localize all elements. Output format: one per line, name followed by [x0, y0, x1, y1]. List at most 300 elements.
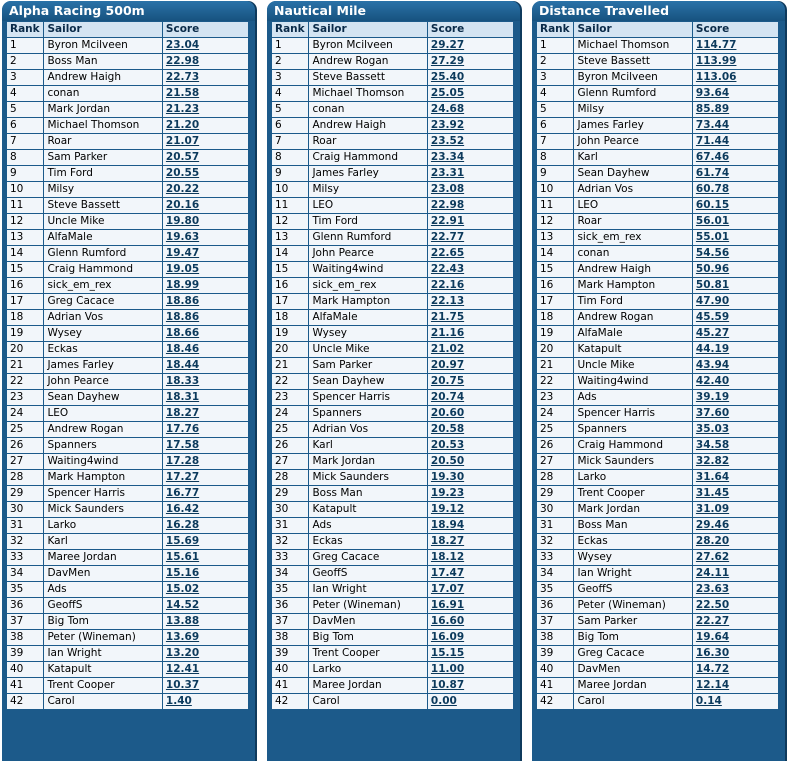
sailor-cell: Andrew Haigh — [309, 118, 426, 133]
table-row — [7, 518, 248, 533]
table-row — [272, 518, 513, 533]
rank-cell: 31 — [537, 518, 573, 533]
table-row — [7, 86, 248, 101]
table-row — [7, 214, 248, 229]
score-link[interactable]: 20.16 — [163, 198, 248, 213]
rank-cell: 13 — [272, 230, 308, 245]
score-link[interactable]: 23.08 — [428, 182, 513, 197]
table-row — [272, 294, 513, 309]
rank-cell: 3 — [7, 70, 43, 85]
score-link[interactable]: 60.78 — [693, 182, 778, 197]
rank-cell: 20 — [7, 342, 43, 357]
score-link[interactable]: 20.60 — [428, 406, 513, 421]
table-row — [272, 694, 513, 709]
table-row — [7, 118, 248, 133]
score-link[interactable]: 16.77 — [163, 486, 248, 501]
score-link[interactable]: 50.96 — [693, 262, 778, 277]
rank-cell: 21 — [537, 358, 573, 373]
rank-cell: 27 — [7, 454, 43, 469]
sailor-cell: Byron Mcilveen — [309, 38, 426, 53]
rank-header: Rank — [537, 22, 573, 37]
rank-cell: 30 — [7, 502, 43, 517]
rank-cell: 13 — [537, 230, 573, 245]
rank-cell: 14 — [537, 246, 573, 261]
table-row — [537, 246, 778, 261]
sailor-cell: Mark Hampton — [44, 470, 161, 485]
sailor-cell: Waiting4wind — [309, 262, 426, 277]
table-row — [7, 230, 248, 245]
table-row — [272, 454, 513, 469]
rank-cell: 21 — [7, 358, 43, 373]
table-row — [7, 694, 248, 709]
leaderboard-table — [6, 21, 249, 710]
sailor-cell: Glenn Rumford — [44, 246, 161, 261]
score-link[interactable]: 19.47 — [163, 246, 248, 261]
score-link[interactable]: 15.69 — [163, 534, 248, 549]
score-link[interactable]: 21.16 — [428, 326, 513, 341]
sailor-cell: LEO — [574, 198, 691, 213]
rank-cell: 20 — [272, 342, 308, 357]
sailor-header: Sailor — [309, 22, 426, 37]
sailor-cell: Mark Jordan — [309, 454, 426, 469]
score-link[interactable]: 23.63 — [693, 582, 778, 597]
sailor-cell: Maree Jordan — [574, 678, 691, 693]
score-link[interactable]: 17.76 — [163, 422, 248, 437]
score-link[interactable]: 12.14 — [693, 678, 778, 693]
score-link[interactable]: 22.16 — [428, 278, 513, 293]
table-row — [537, 390, 778, 405]
sailor-cell: Larko — [44, 518, 161, 533]
score-link[interactable]: 18.44 — [163, 358, 248, 373]
sailor-cell: Mick Saunders — [574, 454, 691, 469]
rank-cell: 19 — [272, 326, 308, 341]
score-link[interactable]: 18.27 — [163, 406, 248, 421]
score-link[interactable]: 18.33 — [163, 374, 248, 389]
score-link[interactable]: 31.45 — [693, 486, 778, 501]
rank-cell: 7 — [272, 134, 308, 149]
score-link[interactable]: 20.55 — [163, 166, 248, 181]
sailor-cell: AlfaMale — [574, 326, 691, 341]
score-link[interactable]: 20.97 — [428, 358, 513, 373]
table-row — [537, 518, 778, 533]
sailor-cell: Ads — [309, 518, 426, 533]
score-link[interactable]: 19.64 — [693, 630, 778, 645]
score-link[interactable]: 23.92 — [428, 118, 513, 133]
sailor-cell: Boss Man — [44, 54, 161, 69]
sailor-cell: Tim Ford — [574, 294, 691, 309]
rank-cell: 38 — [7, 630, 43, 645]
table-row — [272, 598, 513, 613]
score-link[interactable]: 20.57 — [163, 150, 248, 165]
score-link[interactable]: 22.50 — [693, 598, 778, 613]
sailor-cell: Tim Ford — [309, 214, 426, 229]
table-row — [7, 582, 248, 597]
rank-cell: 40 — [272, 662, 308, 677]
rank-cell: 16 — [272, 278, 308, 293]
table-row — [537, 566, 778, 581]
score-link[interactable]: 18.66 — [163, 326, 248, 341]
score-link[interactable]: 32.82 — [693, 454, 778, 469]
score-link[interactable]: 23.52 — [428, 134, 513, 149]
score-link[interactable]: 56.01 — [693, 214, 778, 229]
rank-cell: 20 — [537, 342, 573, 357]
rank-cell: 3 — [537, 70, 573, 85]
score-link[interactable]: 85.89 — [693, 102, 778, 117]
score-link[interactable]: 0.14 — [693, 694, 778, 709]
table-row — [537, 646, 778, 661]
score-link[interactable]: 20.50 — [428, 454, 513, 469]
sailor-cell: Sean Dayhew — [574, 166, 691, 181]
table-row — [537, 342, 778, 357]
score-link[interactable]: 18.27 — [428, 534, 513, 549]
sailor-cell: Trent Cooper — [44, 678, 161, 693]
score-link[interactable]: 18.86 — [163, 294, 248, 309]
rank-cell: 32 — [7, 534, 43, 549]
score-link[interactable]: 1.40 — [163, 694, 248, 709]
sailor-cell: Andrew Rogan — [44, 422, 161, 437]
sailor-cell: Ads — [574, 390, 691, 405]
leaderboard-table — [271, 21, 514, 710]
sailor-cell: Spanners — [44, 438, 161, 453]
table-row — [7, 534, 248, 549]
score-link[interactable]: 19.05 — [163, 262, 248, 277]
sailor-cell: Spanners — [574, 422, 691, 437]
sailor-cell: Eckas — [309, 534, 426, 549]
table-row — [537, 70, 778, 85]
table-row — [537, 278, 778, 293]
sailor-cell: Steve Bassett — [574, 54, 691, 69]
rank-cell: 12 — [7, 214, 43, 229]
score-link[interactable]: 31.09 — [693, 502, 778, 517]
score-link[interactable]: 39.19 — [693, 390, 778, 405]
panel-title: Distance Travelled — [532, 1, 785, 21]
table-row — [537, 294, 778, 309]
score-link[interactable]: 55.01 — [693, 230, 778, 245]
score-link[interactable]: 16.28 — [163, 518, 248, 533]
score-link[interactable]: 47.90 — [693, 294, 778, 309]
table-row — [272, 118, 513, 133]
score-link[interactable]: 15.16 — [163, 566, 248, 581]
score-link[interactable]: 60.15 — [693, 198, 778, 213]
score-link[interactable]: 21.07 — [163, 134, 248, 149]
rank-cell: 5 — [7, 102, 43, 117]
rank-cell: 22 — [7, 374, 43, 389]
score-link[interactable]: 12.41 — [163, 662, 248, 677]
score-link[interactable]: 25.40 — [428, 70, 513, 85]
rank-cell: 42 — [272, 694, 308, 709]
rank-cell: 10 — [7, 182, 43, 197]
score-link[interactable]: 11.00 — [428, 662, 513, 677]
rank-cell: 7 — [7, 134, 43, 149]
table-row — [7, 358, 248, 373]
score-link[interactable]: 13.88 — [163, 614, 248, 629]
sailor-cell: Waiting4wind — [44, 454, 161, 469]
table-row — [7, 294, 248, 309]
score-link[interactable]: 15.02 — [163, 582, 248, 597]
score-link[interactable]: 19.63 — [163, 230, 248, 245]
sailor-cell: Andrew Rogan — [574, 310, 691, 325]
score-link[interactable]: 17.07 — [428, 582, 513, 597]
sailor-cell: Mick Saunders — [309, 470, 426, 485]
score-link[interactable]: 16.09 — [428, 630, 513, 645]
sailor-cell: sick_em_rex — [309, 278, 426, 293]
score-link[interactable]: 27.29 — [428, 54, 513, 69]
rank-cell: 24 — [537, 406, 573, 421]
table-row — [537, 598, 778, 613]
sailor-cell: Big Tom — [44, 614, 161, 629]
score-link[interactable]: 29.27 — [428, 38, 513, 53]
rank-cell: 42 — [537, 694, 573, 709]
score-link[interactable]: 17.28 — [163, 454, 248, 469]
score-link[interactable]: 19.12 — [428, 502, 513, 517]
score-link[interactable]: 18.31 — [163, 390, 248, 405]
score-link[interactable]: 15.61 — [163, 550, 248, 565]
rank-cell: 21 — [272, 358, 308, 373]
score-link[interactable]: 17.47 — [428, 566, 513, 581]
table-row — [7, 646, 248, 661]
sailor-cell: LEO — [309, 198, 426, 213]
rank-cell: 33 — [272, 550, 308, 565]
score-link[interactable]: 18.94 — [428, 518, 513, 533]
score-link[interactable]: 13.69 — [163, 630, 248, 645]
rank-cell: 36 — [7, 598, 43, 613]
score-link[interactable]: 27.62 — [693, 550, 778, 565]
sailor-cell: Byron Mcilveen — [44, 38, 161, 53]
leaderboard-table — [536, 21, 779, 710]
sailor-cell: GeoffS — [44, 598, 161, 613]
score-link[interactable]: 22.65 — [428, 246, 513, 261]
score-link[interactable]: 28.20 — [693, 534, 778, 549]
table-row — [537, 182, 778, 197]
score-link[interactable]: 20.22 — [163, 182, 248, 197]
score-link[interactable]: 113.99 — [693, 54, 778, 69]
rank-cell: 10 — [537, 182, 573, 197]
rank-cell: 36 — [272, 598, 308, 613]
sailor-cell: Katapult — [574, 342, 691, 357]
header-row — [7, 22, 248, 37]
score-link[interactable]: 114.77 — [693, 38, 778, 53]
sailor-cell: Milsy — [574, 102, 691, 117]
score-link[interactable]: 22.98 — [428, 198, 513, 213]
score-link[interactable]: 19.30 — [428, 470, 513, 485]
table-row — [537, 454, 778, 469]
score-link[interactable]: 71.44 — [693, 134, 778, 149]
table-row — [7, 166, 248, 181]
rank-cell: 24 — [7, 406, 43, 421]
score-link[interactable]: 20.74 — [428, 390, 513, 405]
score-link[interactable]: 21.75 — [428, 310, 513, 325]
sailor-cell: Mark Hampton — [574, 278, 691, 293]
score-link[interactable]: 24.68 — [428, 102, 513, 117]
score-link[interactable]: 22.27 — [693, 614, 778, 629]
score-link[interactable]: 16.91 — [428, 598, 513, 613]
rank-cell: 37 — [537, 614, 573, 629]
table-row — [272, 326, 513, 341]
score-link[interactable]: 31.64 — [693, 470, 778, 485]
score-link[interactable]: 73.44 — [693, 118, 778, 133]
score-link[interactable]: 22.98 — [163, 54, 248, 69]
rank-cell: 35 — [272, 582, 308, 597]
sailor-cell: Spencer Harris — [574, 406, 691, 421]
table-row — [272, 198, 513, 213]
rank-cell: 12 — [272, 214, 308, 229]
score-link[interactable]: 22.77 — [428, 230, 513, 245]
sailor-cell: Glenn Rumford — [309, 230, 426, 245]
sailor-cell: Sean Dayhew — [309, 374, 426, 389]
sailor-cell: Boss Man — [574, 518, 691, 533]
score-link[interactable]: 22.73 — [163, 70, 248, 85]
score-link[interactable]: 18.46 — [163, 342, 248, 357]
table-row — [7, 182, 248, 197]
score-link[interactable]: 45.59 — [693, 310, 778, 325]
sailor-cell: Michael Thomson — [574, 38, 691, 53]
rank-cell: 18 — [272, 310, 308, 325]
score-link[interactable]: 17.58 — [163, 438, 248, 453]
rank-cell: 2 — [272, 54, 308, 69]
score-link[interactable]: 21.23 — [163, 102, 248, 117]
table-row — [537, 118, 778, 133]
score-link[interactable]: 43.94 — [693, 358, 778, 373]
score-link[interactable]: 54.56 — [693, 246, 778, 261]
table-row — [272, 614, 513, 629]
sailor-cell: Mark Jordan — [574, 502, 691, 517]
rank-header: Rank — [272, 22, 308, 37]
table-row — [537, 230, 778, 245]
score-link[interactable]: 45.27 — [693, 326, 778, 341]
rank-cell: 5 — [537, 102, 573, 117]
score-link[interactable]: 19.80 — [163, 214, 248, 229]
table-row — [537, 422, 778, 437]
score-link[interactable]: 20.53 — [428, 438, 513, 453]
score-link[interactable]: 24.11 — [693, 566, 778, 581]
sailor-cell: Katapult — [44, 662, 161, 677]
table-row — [7, 38, 248, 53]
score-link[interactable]: 18.12 — [428, 550, 513, 565]
score-link[interactable]: 20.75 — [428, 374, 513, 389]
score-link[interactable]: 10.87 — [428, 678, 513, 693]
score-link[interactable]: 13.20 — [163, 646, 248, 661]
score-link[interactable]: 23.31 — [428, 166, 513, 181]
sailor-cell: John Pearce — [309, 246, 426, 261]
rank-cell: 22 — [537, 374, 573, 389]
rank-cell: 2 — [537, 54, 573, 69]
rank-cell: 6 — [7, 118, 43, 133]
score-header: Score — [693, 22, 778, 37]
sailor-cell: Adrian Vos — [309, 422, 426, 437]
score-link[interactable]: 113.06 — [693, 70, 778, 85]
rank-cell: 15 — [272, 262, 308, 277]
table-row — [7, 422, 248, 437]
table-row — [7, 198, 248, 213]
score-link[interactable]: 42.40 — [693, 374, 778, 389]
score-link[interactable]: 10.37 — [163, 678, 248, 693]
score-link[interactable]: 67.46 — [693, 150, 778, 165]
score-link[interactable]: 22.43 — [428, 262, 513, 277]
table-row — [537, 406, 778, 421]
score-link[interactable]: 22.91 — [428, 214, 513, 229]
score-link[interactable]: 18.99 — [163, 278, 248, 293]
table-row — [272, 70, 513, 85]
score-link[interactable]: 37.60 — [693, 406, 778, 421]
table-row — [272, 358, 513, 373]
score-link[interactable]: 19.23 — [428, 486, 513, 501]
table-row — [272, 342, 513, 357]
sailor-cell: conan — [44, 86, 161, 101]
table-row — [272, 214, 513, 229]
rank-cell: 34 — [7, 566, 43, 581]
score-link[interactable]: 16.60 — [428, 614, 513, 629]
rank-cell: 39 — [272, 646, 308, 661]
leaderboard-panel-alpha-racing — [2, 1, 255, 761]
sailor-cell: John Pearce — [574, 134, 691, 149]
score-link[interactable]: 14.52 — [163, 598, 248, 613]
rank-cell: 25 — [7, 422, 43, 437]
table-row — [7, 486, 248, 501]
score-link[interactable]: 34.58 — [693, 438, 778, 453]
table-row — [7, 374, 248, 389]
score-link[interactable]: 93.64 — [693, 86, 778, 101]
score-link[interactable]: 50.81 — [693, 278, 778, 293]
score-link[interactable]: 0.00 — [428, 694, 513, 709]
score-link[interactable]: 23.34 — [428, 150, 513, 165]
table-row — [537, 694, 778, 709]
rank-cell: 38 — [272, 630, 308, 645]
rank-cell: 17 — [272, 294, 308, 309]
score-link[interactable]: 15.15 — [428, 646, 513, 661]
table-row — [537, 262, 778, 277]
rank-cell: 29 — [272, 486, 308, 501]
score-link[interactable]: 29.46 — [693, 518, 778, 533]
score-link[interactable]: 21.58 — [163, 86, 248, 101]
table-row — [7, 598, 248, 613]
rank-cell: 1 — [537, 38, 573, 53]
table-row — [272, 582, 513, 597]
table-row — [7, 454, 248, 469]
score-link[interactable]: 44.19 — [693, 342, 778, 357]
score-link[interactable]: 21.02 — [428, 342, 513, 357]
table-row — [537, 438, 778, 453]
score-link[interactable]: 23.04 — [163, 38, 248, 53]
sailor-cell: Adrian Vos — [44, 310, 161, 325]
score-link[interactable]: 16.30 — [693, 646, 778, 661]
score-link[interactable]: 35.03 — [693, 422, 778, 437]
score-link[interactable]: 14.72 — [693, 662, 778, 677]
score-link[interactable]: 20.58 — [428, 422, 513, 437]
sailor-cell: DavMen — [574, 662, 691, 677]
score-link[interactable]: 16.42 — [163, 502, 248, 517]
rank-cell: 26 — [537, 438, 573, 453]
score-link[interactable]: 18.86 — [163, 310, 248, 325]
score-link[interactable]: 17.27 — [163, 470, 248, 485]
score-link[interactable]: 25.05 — [428, 86, 513, 101]
table-row — [272, 102, 513, 117]
table-row — [537, 470, 778, 485]
score-link[interactable]: 21.20 — [163, 118, 248, 133]
score-link[interactable]: 22.13 — [428, 294, 513, 309]
sailor-cell: Uncle Mike — [44, 214, 161, 229]
sailor-cell: Steve Bassett — [309, 70, 426, 85]
rank-cell: 2 — [7, 54, 43, 69]
table-row — [272, 166, 513, 181]
score-link[interactable]: 61.74 — [693, 166, 778, 181]
rank-cell: 33 — [7, 550, 43, 565]
table-row — [537, 630, 778, 645]
sailor-cell: Ian Wright — [44, 646, 161, 661]
table-row — [7, 662, 248, 677]
sailor-cell: Carol — [309, 694, 426, 709]
rank-cell: 25 — [537, 422, 573, 437]
table-row — [537, 54, 778, 69]
